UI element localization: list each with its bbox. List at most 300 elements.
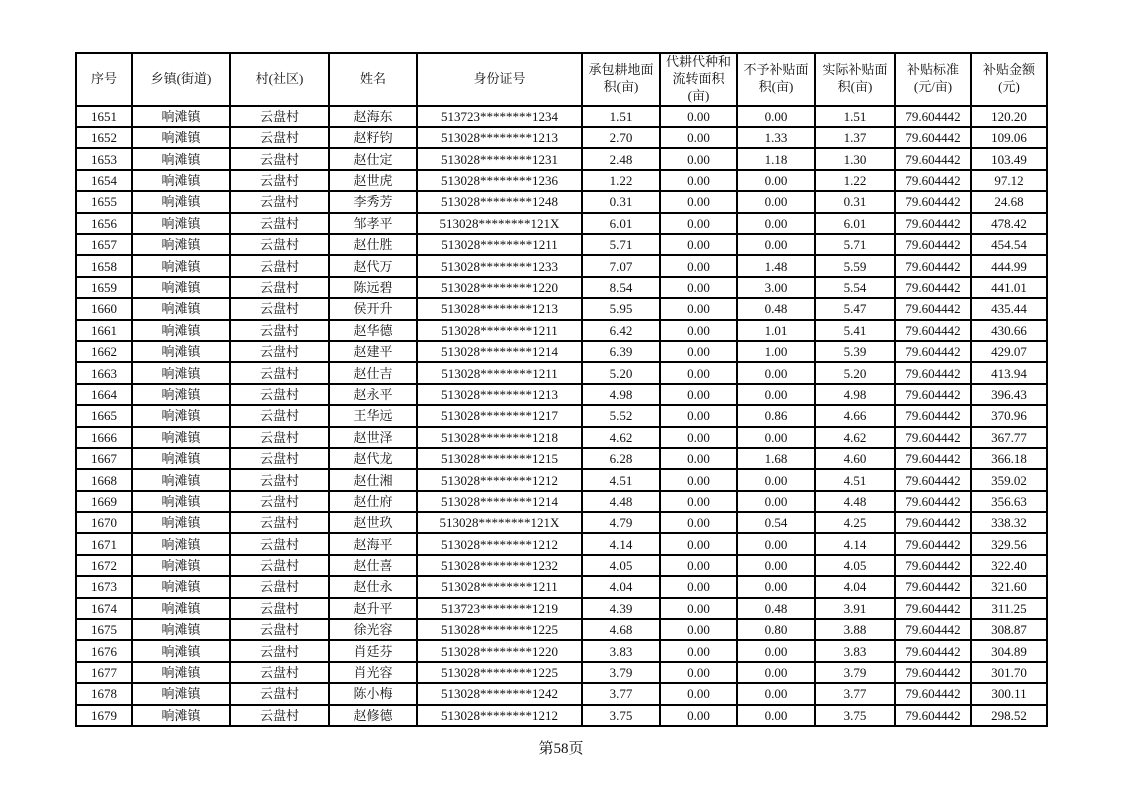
table-cell: 1661 — [76, 320, 132, 341]
table-cell: 0.00 — [660, 213, 737, 234]
table-cell: 0.31 — [815, 191, 895, 212]
table-cell: 云盘村 — [230, 170, 329, 191]
table-cell: 1.30 — [815, 148, 895, 169]
table-cell: 0.48 — [737, 298, 815, 319]
table-cell: 1658 — [76, 255, 132, 276]
table-cell: 4.04 — [582, 576, 660, 597]
table-cell: 1.33 — [737, 127, 815, 148]
table-row — [76, 448, 1047, 469]
table-cell: 响滩镇 — [132, 705, 230, 726]
table-row — [76, 277, 1047, 298]
table-row — [76, 512, 1047, 533]
table-cell: 响滩镇 — [132, 148, 230, 169]
table-cell: 0.86 — [737, 405, 815, 426]
table-cell: 79.604442 — [895, 362, 971, 383]
table-cell: 0.00 — [737, 427, 815, 448]
table-cell: 1672 — [76, 555, 132, 576]
table-cell: 6.42 — [582, 320, 660, 341]
table-cell: 5.20 — [815, 362, 895, 383]
table-cell: 响滩镇 — [132, 170, 230, 191]
table-cell: 赵代万 — [329, 255, 417, 276]
table-cell: 0.00 — [737, 640, 815, 661]
table-cell: 响滩镇 — [132, 255, 230, 276]
table-cell: 513028********121X — [417, 213, 582, 234]
table-cell: 1678 — [76, 683, 132, 704]
table-cell: 79.604442 — [895, 191, 971, 212]
table-cell: 5.41 — [815, 320, 895, 341]
table-cell: 0.00 — [660, 427, 737, 448]
table-cell: 0.00 — [737, 533, 815, 554]
table-cell: 0.00 — [660, 170, 737, 191]
table-cell: 429.07 — [971, 341, 1047, 362]
table-cell: 赵海东 — [329, 106, 417, 127]
table-cell: 513028********121X — [417, 512, 582, 533]
table-cell: 0.00 — [737, 191, 815, 212]
table-cell: 云盘村 — [230, 448, 329, 469]
table-cell: 云盘村 — [230, 213, 329, 234]
table-cell: 7.07 — [582, 255, 660, 276]
table-cell: 4.62 — [815, 427, 895, 448]
table-cell: 1651 — [76, 106, 132, 127]
table-row — [76, 533, 1047, 554]
table-cell: 478.42 — [971, 213, 1047, 234]
table-cell: 79.604442 — [895, 277, 971, 298]
column-header-5: 承包耕地面积(亩) — [582, 53, 660, 106]
table-cell: 0.00 — [660, 320, 737, 341]
table-cell: 响滩镇 — [132, 598, 230, 619]
table-cell: 赵修德 — [329, 705, 417, 726]
table-cell: 0.00 — [737, 555, 815, 576]
table-cell: 6.01 — [815, 213, 895, 234]
table-cell: 5.20 — [582, 362, 660, 383]
table-cell: 响滩镇 — [132, 619, 230, 640]
table-cell: 3.75 — [815, 705, 895, 726]
table-cell: 云盘村 — [230, 555, 329, 576]
table-cell: 4.05 — [582, 555, 660, 576]
table-cell: 1659 — [76, 277, 132, 298]
table-cell: 79.604442 — [895, 662, 971, 683]
table-cell: 1677 — [76, 662, 132, 683]
table-cell: 513028********1213 — [417, 384, 582, 405]
table-cell: 1652 — [76, 127, 132, 148]
table-cell: 79.604442 — [895, 255, 971, 276]
table-cell: 0.00 — [660, 191, 737, 212]
table-row — [76, 683, 1047, 704]
table-cell: 0.48 — [737, 598, 815, 619]
table-cell: 513028********1248 — [417, 191, 582, 212]
table-cell: 513028********1217 — [417, 405, 582, 426]
table-cell: 响滩镇 — [132, 127, 230, 148]
table-cell: 4.51 — [582, 469, 660, 490]
table-cell: 赵仕喜 — [329, 555, 417, 576]
table-row — [76, 427, 1047, 448]
table-cell: 响滩镇 — [132, 191, 230, 212]
table-cell: 王华远 — [329, 405, 417, 426]
table-cell: 0.00 — [660, 106, 737, 127]
table-cell: 4.66 — [815, 405, 895, 426]
table-cell: 513028********1212 — [417, 469, 582, 490]
table-cell: 1.18 — [737, 148, 815, 169]
table-cell: 454.54 — [971, 234, 1047, 255]
table-cell: 513028********1233 — [417, 255, 582, 276]
table-cell: 徐光容 — [329, 619, 417, 640]
table-row — [76, 598, 1047, 619]
table-cell: 云盘村 — [230, 148, 329, 169]
table-cell: 云盘村 — [230, 491, 329, 512]
table-row — [76, 619, 1047, 640]
table-cell: 322.40 — [971, 555, 1047, 576]
table-cell: 赵世玖 — [329, 512, 417, 533]
table-cell: 云盘村 — [230, 598, 329, 619]
table-cell: 4.25 — [815, 512, 895, 533]
table-row — [76, 234, 1047, 255]
table-cell: 8.54 — [582, 277, 660, 298]
table-cell: 响滩镇 — [132, 555, 230, 576]
table-cell: 311.25 — [971, 598, 1047, 619]
table-cell: 0.00 — [737, 576, 815, 597]
column-header-0: 序号 — [76, 53, 132, 106]
table-row — [76, 213, 1047, 234]
table-cell: 1679 — [76, 705, 132, 726]
table-cell: 0.00 — [660, 598, 737, 619]
table-cell: 1660 — [76, 298, 132, 319]
table-cell: 513028********1215 — [417, 448, 582, 469]
table-cell: 赵仕府 — [329, 491, 417, 512]
table-cell: 陈远碧 — [329, 277, 417, 298]
table-row — [76, 640, 1047, 661]
table-cell: 0.00 — [660, 341, 737, 362]
table-row — [76, 469, 1047, 490]
table-cell: 4.68 — [582, 619, 660, 640]
table-cell: 1655 — [76, 191, 132, 212]
table-cell: 79.604442 — [895, 106, 971, 127]
table-cell: 79.604442 — [895, 341, 971, 362]
table-cell: 侯开升 — [329, 298, 417, 319]
table-cell: 4.05 — [815, 555, 895, 576]
table-cell: 赵籽钧 — [329, 127, 417, 148]
table-row — [76, 127, 1047, 148]
table-cell: 79.604442 — [895, 705, 971, 726]
table-cell: 1675 — [76, 619, 132, 640]
table-cell: 肖廷芬 — [329, 640, 417, 661]
table-cell: 0.00 — [660, 362, 737, 383]
table-cell: 1674 — [76, 598, 132, 619]
page-number: 第58页 — [538, 741, 584, 757]
table-cell: 0.00 — [737, 213, 815, 234]
table-cell: 120.20 — [971, 106, 1047, 127]
table-cell: 5.71 — [582, 234, 660, 255]
table-cell: 0.00 — [660, 469, 737, 490]
table-cell: 1671 — [76, 533, 132, 554]
table-cell: 云盘村 — [230, 320, 329, 341]
table-cell: 响滩镇 — [132, 341, 230, 362]
column-header-2: 村(社区) — [230, 53, 329, 106]
table-cell: 1.22 — [582, 170, 660, 191]
table-cell: 441.01 — [971, 277, 1047, 298]
table-cell: 1657 — [76, 234, 132, 255]
table-cell: 1.01 — [737, 320, 815, 341]
table-cell: 0.00 — [660, 405, 737, 426]
table-row — [76, 320, 1047, 341]
table-cell: 云盘村 — [230, 683, 329, 704]
table-cell: 云盘村 — [230, 512, 329, 533]
column-header-8: 实际补贴面积(亩) — [815, 53, 895, 106]
table-cell: 513028********1211 — [417, 362, 582, 383]
table-cell: 79.604442 — [895, 213, 971, 234]
table-cell: 赵仕胜 — [329, 234, 417, 255]
table-cell: 0.00 — [737, 384, 815, 405]
table-cell: 79.604442 — [895, 448, 971, 469]
table-cell: 响滩镇 — [132, 640, 230, 661]
table-row — [76, 405, 1047, 426]
table-row — [76, 298, 1047, 319]
table-cell: 1673 — [76, 576, 132, 597]
table-body — [76, 106, 1047, 726]
table-cell: 云盘村 — [230, 469, 329, 490]
table-cell: 响滩镇 — [132, 427, 230, 448]
table-cell: 367.77 — [971, 427, 1047, 448]
table-cell: 1.22 — [815, 170, 895, 191]
table-cell: 79.604442 — [895, 533, 971, 554]
table-cell: 513028********1225 — [417, 662, 582, 683]
table-cell: 赵华德 — [329, 320, 417, 341]
table-cell: 赵仕湘 — [329, 469, 417, 490]
table-cell: 1664 — [76, 384, 132, 405]
table-cell: 云盘村 — [230, 255, 329, 276]
table-cell: 响滩镇 — [132, 384, 230, 405]
table-cell: 513028********1232 — [417, 555, 582, 576]
table-cell: 300.11 — [971, 683, 1047, 704]
table-cell: 4.14 — [815, 533, 895, 554]
table-cell: 赵建平 — [329, 341, 417, 362]
table-row — [76, 705, 1047, 726]
table-cell: 0.00 — [737, 662, 815, 683]
table-cell: 云盘村 — [230, 106, 329, 127]
table-cell: 云盘村 — [230, 298, 329, 319]
table-cell: 2.70 — [582, 127, 660, 148]
table-cell: 赵升平 — [329, 598, 417, 619]
table-cell: 邹孝平 — [329, 213, 417, 234]
table-cell: 0.00 — [737, 491, 815, 512]
table-cell: 513028********1211 — [417, 576, 582, 597]
table-cell: 0.00 — [660, 148, 737, 169]
table-cell: 响滩镇 — [132, 234, 230, 255]
table-cell: 3.91 — [815, 598, 895, 619]
table-cell: 赵永平 — [329, 384, 417, 405]
table-cell: 1656 — [76, 213, 132, 234]
table-cell: 79.604442 — [895, 427, 971, 448]
table-cell: 1.37 — [815, 127, 895, 148]
table-cell: 0.00 — [737, 683, 815, 704]
column-header-4: 身份证号 — [417, 53, 582, 106]
table-cell: 359.02 — [971, 469, 1047, 490]
table-cell: 338.32 — [971, 512, 1047, 533]
table-cell: 24.68 — [971, 191, 1047, 212]
table-cell: 1665 — [76, 405, 132, 426]
table-cell: 云盘村 — [230, 662, 329, 683]
table-cell: 0.80 — [737, 619, 815, 640]
table-cell: 赵仕吉 — [329, 362, 417, 383]
table-cell: 6.39 — [582, 341, 660, 362]
table-cell: 云盘村 — [230, 619, 329, 640]
table-cell: 1653 — [76, 148, 132, 169]
subsidy-table — [75, 52, 1048, 727]
table-cell: 响滩镇 — [132, 469, 230, 490]
table-cell: 0.00 — [737, 705, 815, 726]
table-cell: 0.00 — [660, 662, 737, 683]
table-cell: 云盘村 — [230, 277, 329, 298]
column-header-9: 补贴标准(元/亩) — [895, 53, 971, 106]
table-cell: 0.00 — [737, 106, 815, 127]
table-row — [76, 191, 1047, 212]
table-cell: 79.604442 — [895, 576, 971, 597]
table-cell: 1668 — [76, 469, 132, 490]
table-cell: 4.62 — [582, 427, 660, 448]
table-cell: 云盘村 — [230, 427, 329, 448]
table-row — [76, 555, 1047, 576]
table-cell: 1670 — [76, 512, 132, 533]
table-cell: 513028********1212 — [417, 533, 582, 554]
table-row — [76, 341, 1047, 362]
table-cell: 0.00 — [737, 469, 815, 490]
table-row — [76, 491, 1047, 512]
table-cell: 513028********1231 — [417, 148, 582, 169]
table-cell: 云盘村 — [230, 234, 329, 255]
table-cell: 5.47 — [815, 298, 895, 319]
table-cell: 513028********1212 — [417, 705, 582, 726]
table-cell: 1663 — [76, 362, 132, 383]
table-cell: 云盘村 — [230, 384, 329, 405]
table-cell: 0.00 — [660, 491, 737, 512]
column-header-10: 补贴金额(元) — [971, 53, 1047, 106]
table-cell: 0.00 — [660, 533, 737, 554]
table-cell: 0.00 — [660, 640, 737, 661]
table-cell: 响滩镇 — [132, 213, 230, 234]
table-cell: 413.94 — [971, 362, 1047, 383]
table-cell: 1.68 — [737, 448, 815, 469]
table-cell: 陈小梅 — [329, 683, 417, 704]
table-cell: 赵仕永 — [329, 576, 417, 597]
table-cell: 308.87 — [971, 619, 1047, 640]
table-cell: 0.31 — [582, 191, 660, 212]
table-cell: 0.00 — [660, 277, 737, 298]
table-cell: 5.59 — [815, 255, 895, 276]
table-cell: 3.77 — [815, 683, 895, 704]
table-cell: 响滩镇 — [132, 512, 230, 533]
table-cell: 3.79 — [815, 662, 895, 683]
table-cell: 5.95 — [582, 298, 660, 319]
table-cell: 79.604442 — [895, 405, 971, 426]
table-cell: 1669 — [76, 491, 132, 512]
table-cell: 0.00 — [660, 619, 737, 640]
table-cell: 79.604442 — [895, 683, 971, 704]
table-cell: 1.48 — [737, 255, 815, 276]
table-cell: 329.56 — [971, 533, 1047, 554]
table-cell: 5.52 — [582, 405, 660, 426]
table-cell: 79.604442 — [895, 555, 971, 576]
table-cell: 513028********1236 — [417, 170, 582, 191]
table-cell: 79.604442 — [895, 469, 971, 490]
table-cell: 109.06 — [971, 127, 1047, 148]
table-cell: 79.604442 — [895, 170, 971, 191]
table-cell: 响滩镇 — [132, 298, 230, 319]
table-cell: 513028********1213 — [417, 127, 582, 148]
table-cell: 513028********1242 — [417, 683, 582, 704]
table-cell: 赵代龙 — [329, 448, 417, 469]
table-cell: 云盘村 — [230, 705, 329, 726]
table-cell: 响滩镇 — [132, 405, 230, 426]
table-cell: 响滩镇 — [132, 533, 230, 554]
table-cell: 513028********1214 — [417, 491, 582, 512]
column-header-6: 代耕代种和流转面积(亩) — [660, 53, 737, 106]
table-cell: 0.54 — [737, 512, 815, 533]
table-cell: 79.604442 — [895, 619, 971, 640]
table-cell: 3.83 — [582, 640, 660, 661]
table-cell: 3.00 — [737, 277, 815, 298]
table-cell: 370.96 — [971, 405, 1047, 426]
table-cell: 1.51 — [815, 106, 895, 127]
table-cell: 356.63 — [971, 491, 1047, 512]
table-cell: 响滩镇 — [132, 491, 230, 512]
table-cell: 云盘村 — [230, 362, 329, 383]
table-cell: 6.01 — [582, 213, 660, 234]
table-cell: 97.12 — [971, 170, 1047, 191]
table-cell: 4.14 — [582, 533, 660, 554]
table-cell: 响滩镇 — [132, 277, 230, 298]
table-cell: 1662 — [76, 341, 132, 362]
table-cell: 0.00 — [737, 170, 815, 191]
table-cell: 赵仕定 — [329, 148, 417, 169]
table-row — [76, 576, 1047, 597]
table-cell: 云盘村 — [230, 405, 329, 426]
table-cell: 云盘村 — [230, 341, 329, 362]
table-cell: 513028********1220 — [417, 640, 582, 661]
table-cell: 响滩镇 — [132, 362, 230, 383]
table-cell: 79.604442 — [895, 298, 971, 319]
table-cell: 3.77 — [582, 683, 660, 704]
table-cell: 0.00 — [737, 362, 815, 383]
table-cell: 304.89 — [971, 640, 1047, 661]
table-cell: 0.00 — [660, 705, 737, 726]
table-cell: 云盘村 — [230, 533, 329, 554]
table-cell: 响滩镇 — [132, 662, 230, 683]
table-cell: 430.66 — [971, 320, 1047, 341]
table-cell: 1666 — [76, 427, 132, 448]
table-cell: 响滩镇 — [132, 106, 230, 127]
table-cell: 79.604442 — [895, 234, 971, 255]
table-cell: 79.604442 — [895, 640, 971, 661]
table-cell: 赵世泽 — [329, 427, 417, 448]
table-cell: 6.28 — [582, 448, 660, 469]
table-cell: 79.604442 — [895, 148, 971, 169]
table-row — [76, 255, 1047, 276]
table-cell: 李秀芳 — [329, 191, 417, 212]
table-row — [76, 148, 1047, 169]
table-cell: 513028********1211 — [417, 234, 582, 255]
table-cell: 云盘村 — [230, 127, 329, 148]
table-cell: 响滩镇 — [132, 576, 230, 597]
table-cell: 1.00 — [737, 341, 815, 362]
table-cell: 4.98 — [582, 384, 660, 405]
table-cell: 响滩镇 — [132, 683, 230, 704]
table-cell: 513028********1213 — [417, 298, 582, 319]
table-cell: 298.52 — [971, 705, 1047, 726]
table-cell: 0.00 — [660, 127, 737, 148]
table-cell: 79.604442 — [895, 598, 971, 619]
table-cell: 3.75 — [582, 705, 660, 726]
table-cell: 0.00 — [660, 298, 737, 319]
table-cell: 3.83 — [815, 640, 895, 661]
